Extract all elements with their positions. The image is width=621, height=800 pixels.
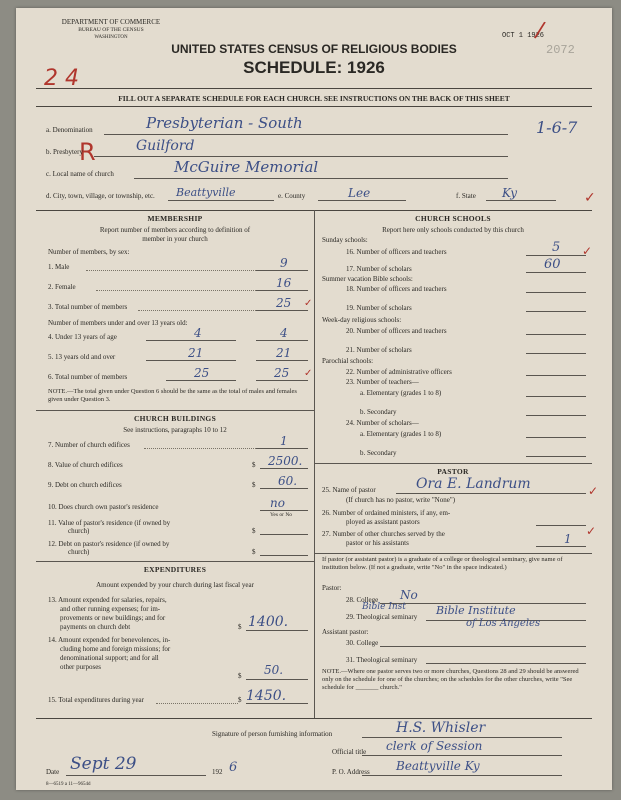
year-suffix[interactable]: 6 <box>229 760 238 775</box>
signature-label: Signature of person furnishing information <box>212 730 333 738</box>
pastor-seminary-value[interactable]: Bible Institute <box>436 604 516 617</box>
residence-debt-label: 12. Debt on pastor's residence (if owned by <box>48 540 170 548</box>
buildings-heading: CHURCH BUILDINGS <box>133 414 217 423</box>
schools-heading: CHURCH SCHOOLS <box>415 214 491 223</box>
official-title-value[interactable]: clerk of Session <box>386 739 483 753</box>
pastor-seminary-note: Bible Inst <box>362 602 406 612</box>
benevolences-value[interactable]: 50. <box>264 663 284 677</box>
red-check-q6: ✓ <box>304 368 313 379</box>
expenditures-subtitle: Amount expended by your church during last fiscal year <box>96 581 254 589</box>
red-check-state: ✓ <box>584 190 596 206</box>
pastor-name-label: 25. Name of pastor <box>322 486 376 494</box>
pastor-college-label: 28. College <box>346 596 379 604</box>
department-name: DEPARTMENT OF COMMERCE <box>61 18 161 26</box>
edifice-value[interactable]: 2500. <box>268 454 303 468</box>
membership-note: NOTE.—The total given under Question 6 should be the same as the total of males and females given under Question 3. <box>48 388 297 403</box>
state-value[interactable]: Ky <box>502 186 517 200</box>
pastor-name-value[interactable]: Ora E. Landrum <box>416 476 531 492</box>
graduate-note: If pastor (or assistant pastor) is a graduate of a college or theological seminary, give name of institution below. (If not a graduate, write "No" in the space indicated.) <box>322 556 563 571</box>
multi-church-note: NOTE.—Where one pastor serves two or more churches, Questions 28 and 29 should be answered only on the schedule for one of the churches; on the schedules for the other churches, write "See schedule for _______ church." <box>322 668 579 691</box>
membership-subtitle: Report number of members according to definition of <box>99 226 251 234</box>
female-label: 2. Female <box>48 283 76 291</box>
red-tick: / <box>532 17 547 44</box>
red-r-mark: R <box>79 138 96 166</box>
city-label: d. City, town, village, or township, etc. <box>46 192 155 200</box>
under-13-estimate[interactable]: 4 <box>194 326 202 340</box>
schools-subtitle: Report here only schools conducted by this church <box>382 226 524 234</box>
official-title-label: Official title <box>332 748 367 756</box>
form-title: UNITED STATES CENSUS OF RELIGIOUS BODIES <box>171 42 457 56</box>
pastor-residence-value[interactable]: no <box>270 496 285 510</box>
residence-value-label: 11. Value of pastor's residence (if owned by <box>48 519 171 527</box>
pastor-college-value[interactable]: No <box>400 588 418 602</box>
red-check-q3: ✓ <box>304 298 313 309</box>
schedule-title: SCHEDULE: 1926 <box>243 58 385 77</box>
signature-value[interactable]: H.S. Whisler <box>396 720 486 736</box>
total-expenditures-label: 15. Total expenditures during year <box>48 696 144 704</box>
denomination-code: 1-6-7 <box>536 118 578 137</box>
red-check-q27: ✓ <box>586 524 597 538</box>
expenditures-heading: EXPENDITURES <box>143 565 207 574</box>
state-label: f. State <box>456 192 476 200</box>
denomination-value[interactable]: Presbyterian - South <box>146 114 303 132</box>
church-name-label: c. Local name of church <box>46 170 114 178</box>
bureau-name: BUREAU OF THE CENSUS <box>78 27 144 33</box>
church-edifices-count[interactable]: 1 <box>280 434 288 448</box>
total-expenditures-value[interactable]: 1450. <box>246 688 287 704</box>
date-value[interactable]: Sept 29 <box>70 754 137 774</box>
other-churches-value[interactable]: 1 <box>564 532 572 546</box>
benevolences-label: 14. Amount expended for benevolences, in- <box>48 636 171 644</box>
membership-subtitle-2: member in your church <box>142 235 208 243</box>
total-members-count[interactable]: 25 <box>276 296 292 310</box>
ordained-ministers-label: 26. Number of ordained ministers, if any, em- <box>322 509 451 517</box>
red-annotation-24: 2 4 <box>44 66 79 91</box>
county-value[interactable]: Lee <box>348 186 371 200</box>
red-check-q16: ✓ <box>582 244 593 258</box>
presbytery-label: b. Presbytery <box>46 148 83 156</box>
buildings-instructions: See instructions, paragraphs 10 to 12 <box>123 426 227 434</box>
sunday-officers-value[interactable]: 5 <box>552 240 561 255</box>
male-count[interactable]: 9 <box>280 256 288 270</box>
sunday-scholars-value[interactable]: 60 <box>544 257 561 272</box>
church-name-value[interactable]: McGuire Memorial <box>174 158 319 176</box>
sunday-officers-label: 16. Number of officers and teachers <box>346 248 447 256</box>
edifice-value-label: 8. Value of church edifices <box>48 461 123 469</box>
members-by-sex-label: Number of members, by sex: <box>48 248 130 256</box>
under-over-label: Number of members under and over 13 years old: <box>48 319 188 327</box>
census-form: DEPARTMENT OF COMMERCE BUREAU OF THE CENSUS WASHINGTON UNITED STATES CENSUS OF RELIGIOUS BODIES SCHEDULE: 1926 2 4 OCT 1 1926 2072 / FILL OUT A SEPARATE SCHEDULE FOR EACH CHURCH. SEE INSTRUCTIONS ON THE BACK OF THIS SHEET a. Denomination Presbyterian - South 1-6-7 R b. Presbytery Guilford c. Local name of church McGuire Memorial d. City, town, village, or township, etc. Beattyville e. County Lee f. State Ky ✓ MEMBERSHIP Report number of members according to definition of member in your church Number of members, by sex: 1. Male 9 2. Female 16 3. Total number of members 25 Number of members under and over 13 years old: 4. Under 13 years of age 4 4 5. 13 years old and over 21 21 6. Total number of members 25 25 NOTE.—The total given under Question 6 should be the same as the total of males and females given under Question 3. CHURCH BUILDINGS See instructions, paragraphs 10 to 12 7. Number of church edifices 1 8. Value of church edifices $ 2500. 9. Debt on church edifices $ 60. 10. Does church own pastor's residence no Yes or No 11. Value of pastor's residence (if owned by church) $ 12. Debt on pastor's residence (if owned by church) $ EXPENDITURES Amount expended by your church during last fiscal year 13. Amount expended for salaries, repairs, and other running expenses; for im- provements or new buildings; and for payments on church debt $ 1400. 14. Amount expended for benevolences, in- cluding home and foreign missions; for denominational support; and for all other purposes $ 50. 15. Total expenditures during year $ 1450. CHURCH SCHOOLS Report here only schools conducted by this church Sunday schools: 16. Number of officers and teachers 5 17. Number of scholars 60 Summer vacation Bible schools: 18. Number of officers and teachers 19. Number of scholars Week-day religious schools: 20. Number of officers and teachers 21. Number of scholars Parochial schools: 22. Number of administrative officers 23. Number of teachers— a. Elementary (grades 1 to 8) b. Secondary 24. Number of scholars— a. Elementary (grades 1 to 8) b. Secondary PASTOR 25. Name of pastor Ora E. Landrum (If church has no pastor, write "None") 26. Number of ordained ministers, if any, em- ployed as assistant pastors 27. Number of other churches served by the pastor or his assistants 1 If pastor (or assistant pastor) is a graduate of a college or theological seminary, give name of institution below. (If not a graduate, write "No" in the space indicated.) Pastor: 28. College No 29. Theological seminary Bible Inst Bible Institute of Los Angeles Assistant pastor: 30. College 31. Theological seminary NOTE.—Where one pastor serves two or more churches, Questions 28 and 29 should be answered only on the schedule for one of the churches; on the schedules for the other churches, write "See schedule for _______ church." Signature of person furnishing information H.S. Whisler Official title clerk of Session Date Sept 29 192 6 P. O. Address Beattyville Ky 8—6519 a 11—9654d ✓ ✓ ✓ ✓ ✓ <box>16 8 612 790</box>
church-edifices-label: 7. Number of church edifices <box>48 441 130 449</box>
bureau-city: WASHINGTON <box>94 35 128 40</box>
presbytery-value[interactable]: Guilford <box>136 138 195 154</box>
membership-heading: MEMBERSHIP <box>147 214 203 223</box>
under-13-label: 4. Under 13 years of age <box>48 333 117 341</box>
po-address-value[interactable]: Beattyville Ky <box>396 759 480 773</box>
county-label: e. County <box>278 192 306 200</box>
pastor-seminary-location: of Los Angeles <box>466 618 541 629</box>
male-label: 1. Male <box>48 263 70 271</box>
over-13-label: 5. 13 years old and over <box>48 353 116 361</box>
total-members-6-count[interactable]: 25 <box>274 366 290 380</box>
pastor-residence-label: 10. Does church own pastor's residence <box>48 503 159 511</box>
total-members-6-estimate[interactable]: 25 <box>194 366 210 380</box>
sunday-scholars-label: 17. Number of scholars <box>346 265 412 273</box>
city-value[interactable]: Beattyville <box>176 186 236 199</box>
year-prefix: 192 <box>212 768 223 776</box>
other-churches-label: 27. Number of other churches served by the <box>322 530 445 538</box>
form-number: 8—6519 a 11—9654d <box>46 782 91 787</box>
female-count[interactable]: 16 <box>276 276 292 290</box>
pastor-seminary-label: 29. Theological seminary <box>346 613 418 621</box>
total-members-6-label: 6. Total number of members <box>48 373 128 381</box>
stamp-number: 2072 <box>546 43 575 57</box>
po-address-label: P. O. Address <box>332 768 370 776</box>
received-stamp-date: OCT 1 1926 <box>502 32 545 40</box>
date-label: Date <box>46 768 60 776</box>
yes-or-no-hint: Yes or No <box>270 512 293 518</box>
instruction-line: FILL OUT A SEPARATE SCHEDULE FOR EACH CHURCH. SEE INSTRUCTIONS ON THE BACK OF THIS SHEET <box>118 94 510 103</box>
salaries-label: 13. Amount expended for salaries, repairs, <box>48 596 167 604</box>
edifice-debt[interactable]: 60. <box>278 474 298 488</box>
over-13-count[interactable]: 21 <box>276 346 292 360</box>
over-13-estimate[interactable]: 21 <box>188 346 204 360</box>
red-check-pastor: ✓ <box>588 484 599 498</box>
under-13-count[interactable]: 4 <box>280 326 288 340</box>
edifice-debt-label: 9. Debt on church edifices <box>48 481 122 489</box>
pastor-heading: PASTOR <box>437 467 469 476</box>
salaries-value[interactable]: 1400. <box>248 614 289 630</box>
denomination-label: a. Denomination <box>46 126 93 134</box>
total-members-label: 3. Total number of members <box>48 303 128 311</box>
